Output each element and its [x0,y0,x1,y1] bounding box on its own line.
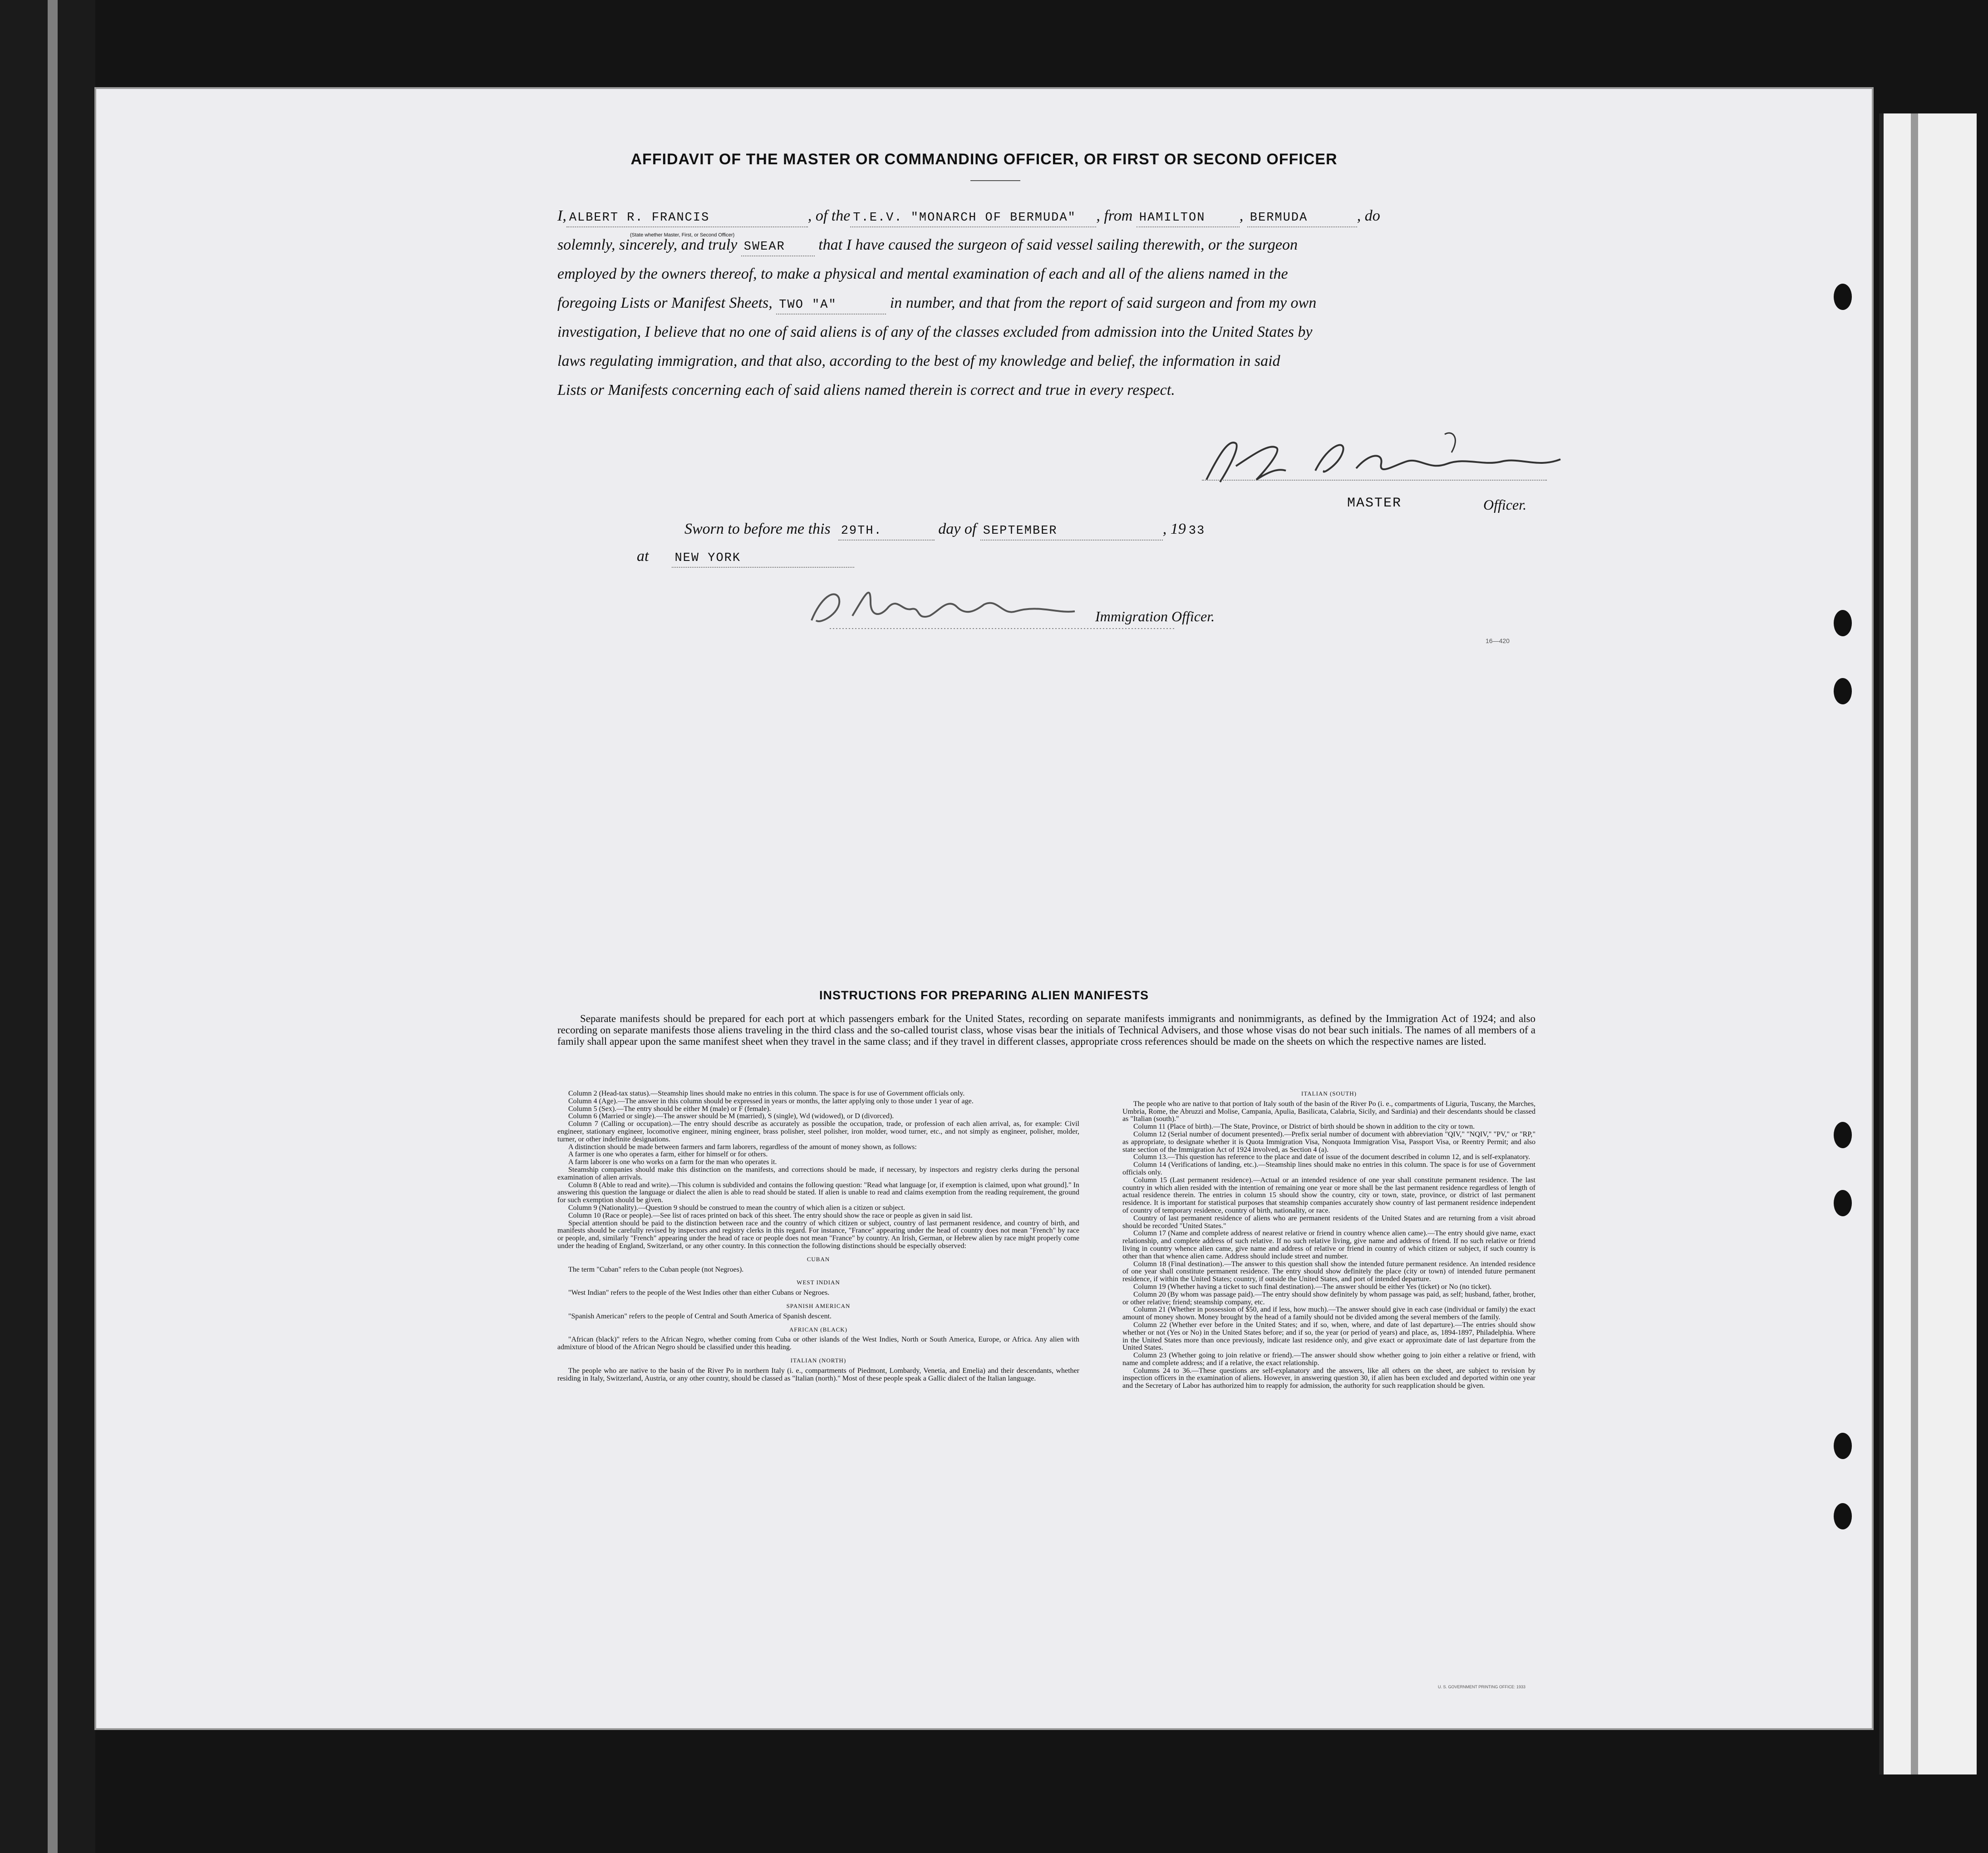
signature-rule [1202,480,1547,482]
port-country-field: BERMUDA [1247,209,1357,227]
rank-hint: (State whether Master, First, or Second Officer) [630,232,735,238]
binder-hole [1834,284,1852,310]
instruction-paragraph: Column 6 (Married or single).—The answer should be M (married), S (single), Wd (widowed), or D (divorced). [568,1112,894,1121]
binder-hole [1834,610,1852,636]
section-heading-italian-north: ITALIAN (NORTH) [790,1357,846,1364]
instruction-paragraph: Column 22 (Whether ever before in the United States; and if so, when, where, and date of last departure).—The entries should show whether or not (Yes or No) in the United States before; and if so, the year (or period of years) and place, as, 1894-1897, Philadelphia. Where in the United States more than once previously, indicate last residence only, and give exact or approximate date of last departure from the United States. [1122,1321,1535,1352]
sheets-count-field: TWO "A" [776,296,886,315]
affidavit-line-7: Lists or Manifests concerning each of said aliens named therein is correct and true in every respect. [557,382,1175,398]
affidavit-body [557,202,1538,405]
section-heading-italian-south: ITALIAN (SOUTH) [1301,1090,1357,1097]
instructions-right-column [1122,1090,1535,1390]
instruction-paragraph: Column 14 (Verifications of landing, etc.).—Steamship lines should make no entries in this column. The space is for use of Government officials only. [1122,1161,1535,1176]
affidavit-line-4: foregoing Lists or Manifest Sheets, TWO "A" in number, and that from the report of said surgeon and from my own [557,289,1538,318]
at-line: at NEW YORK [637,548,854,568]
instruction-paragraph: Column 2 (Head-tax status).—Steamship lines should make no entries in this column. The space is for use of Government officials only. [568,1090,965,1097]
affidavit-title: AFFIDAVIT OF THE MASTER OR COMMANDING OFFICER, OR FIRST OR SECOND OFFICER [630,151,1338,168]
sworn-line: Sworn to before me this 29TH. day of SEPTEMBER , 19 33 [684,521,1214,541]
instructions-left-column [557,1090,1079,1382]
instruction-paragraph: Column 7 (Calling or occupation).—The entry should describe as accurately as possible the occupation, trade, or profession of each alien arrival, as, for example: Civil engineer, stationary engineer, locomotive engineer, mining engineer, brass polisher, steel polisher, iron molder, wood turner, etc., and not simply as engineer, polisher, molder, turner, or other indefinite designations. [557,1120,1079,1143]
affidavit-line-2: solemnly, sincerely, and truly SWEAR that I have caused the surgeon of said vessel sailing therewith, or the surgeon [557,231,1538,260]
film-edge-left [0,0,95,1853]
instruction-paragraph: Column 19 (Whether having a ticket to such final destination).—The answer should be either Yes (ticket) or No (no ticket). [1133,1283,1492,1291]
instruction-paragraph: Steamship companies should make this distinction on the manifests, and corrections should be made, if necessary, by inspectors and registry clerks during the personal examination of alien arrivals. [557,1165,1079,1181]
affidavit-line-6: laws regulating immigration, and that also, according to the best of my knowledge and belief, the information in said [557,353,1280,369]
binder-hole [1834,1433,1852,1459]
binder-hole [1834,1503,1852,1529]
binder-hole [1834,1122,1852,1148]
instruction-paragraph: Columns 24 to 36.—These questions are self-explanatory and the answers, like all others on the sheet, are subject to revision by inspection officers in the examination of aliens. However, in answering question 30, if alien has been excluded and deported within one year and the Secretary of Labor has authorized him to reapply for admission, the authority for such reapplication should be given. [1122,1366,1535,1390]
instruction-paragraph: "Spanish American" refers to the people of Central and South America of Spanish descent. [568,1312,832,1320]
form-number: 16—420 [1486,637,1510,644]
adjacent-page-edge [1879,113,1977,1774]
instruction-paragraph: Column 18 (Final destination).—The answer to this question shall show the intended future permanent residence. An intended residence of one year shall constitute permanent residence. The entry should show definitely the place (city or town) of intended future permanent residence, if within the United States; country, if outside the United States, and port of intended departure. [1122,1260,1535,1283]
instruction-paragraph: Column 8 (Able to read and write).—This column is subdivided and contains the following question: "Read what language [or, if exemption is claimed, upon what ground]." In answering this question the language or dialect the alien is able to read should be stated. If alien is unable to read and claims exemption from the reading requirement, the ground for such exemption should be given. [557,1181,1079,1204]
instruction-paragraph: Column 4 (Age).—The answer in this column should be expressed in years or months, the latter applying only to those under 1 year of age. [568,1097,974,1105]
instruction-paragraph: Column 13.—This question has reference to the place and date of issue of the document described in column 12, and is self-explanatory. [1133,1153,1530,1161]
affidavit-line-3: employed by the owners thereof, to make a physical and mental examination of each and all of the aliens named in the [557,265,1288,282]
instruction-paragraph: "West Indian" refers to the people of the West Indies other than either Cubans or Negroes. [568,1289,830,1297]
instruction-paragraph: Column 21 (Whether in possession of $50, and if less, how much).—The answer should give in each case (individual or family) the exact amount of money shown. Money brought by the head of a family should not be divided among the several members of the family. [1122,1306,1535,1322]
section-heading-african: AFRICAN (BLACK) [789,1326,848,1333]
instruction-paragraph: Country of last permanent residence of aliens who are permanent residents of the United States and are returning from a visit abroad should be recorded "United States." [1122,1214,1535,1230]
oath-field: SWEAR [741,238,815,256]
vessel-name-field: T.E.V. "MONARCH OF BERMUDA" [850,209,1096,227]
month-field: SEPTEMBER [980,522,1163,541]
title-rule [970,180,1020,181]
instruction-paragraph: Column 12 (Serial number of document presented).—Prefix serial number of document with abbreviation "QIV," "NQIV," "PV," or "RP," as appropriate, to designate whether it is Quota Immigration Visa, Nonquota Immigration Visa, Passport Visa, or Reentry Permit; and also state section of the Immigration Act of 1924 involved, as Section 4 (a). [1122,1130,1535,1154]
affidavit-line-1: I, ALBERT R. FRANCIS , of the T.E.V. "MONARCH OF BERMUDA" , from HAMILTON , BERMUDA , do (State whether Master, First, or Second Officer) [557,202,1538,231]
port-city-field: HAMILTON [1137,209,1240,227]
instruction-paragraph: A farm laborer is one who works on a farm for the man who operates it. [568,1158,777,1166]
instruction-paragraph: Column 9 (Nationality).—Question 9 should be construed to mean the country of which alien is a citizen or subject. [568,1204,905,1212]
instruction-paragraph: Column 11 (Place of birth).—The State, Province, or District of birth should be shown in addition to the city or town. [1133,1123,1475,1131]
instruction-paragraph: The people who are native to the basin of the River Po in northern Italy (i. e., compartments of Piedmont, Lombardy, Venetia, and Emelia) and their descendants, whether residing in Italy, Switzerland, Austria, or any other country, should be classed as "Italian (north)." Most of these people speak a Gallic dialect of the Italian language. [557,1366,1079,1382]
instruction-paragraph: Column 20 (By whom was passage paid).—The entry should show definitely by whom passage was paid, as self; husband, father, brother, or other relative; friend; steamship company, etc. [1122,1290,1535,1306]
officer-label: Officer. [1483,496,1527,513]
rank-field: MASTER [1347,496,1402,511]
instruction-paragraph: Column 15 (Last permanent residence).—Actual or an intended residence of one year shall constitute permanent residence. The last country in which alien resided with the intention of remaining one year or more shall be the last permanent residence regardless of length of actual residence therein. The entries in column 15 should show the country, city or town, state, province, or district of last permanent residence. It is important for statistical purposes that steamship companies accurately show country of last permanent residence independent of country of temporary residence, country of birth, nationality, or race. [1122,1176,1535,1214]
section-heading-spanish-american: SPANISH AMERICAN [786,1302,851,1309]
affidavit-line-5: investigation, I believe that no one of said aliens is of any of the classes excluded from admission into the United States by [557,324,1313,340]
instructions-intro: Separate manifests should be prepared for each port at which passengers embark for the United States, recording on separate manifests immigrants and nonimmigrants, as defined by the Immigration Act of 1924; and also recording on separate manifests those aliens traveling in the third class and the so-called tourist class, whose visas bear the initials of Technical Advisers, and those whose visas do not bear such initials. The names of all members of a family shall appear upon the same manifest sheet when they travel in the same class; and if they travel in different classes, appropriate cross references should be made on the sheets on which the respective names are listed. [557,1013,1535,1047]
instruction-paragraph: Column 5 (Sex).—The entry should be either M (male) or F (female). [568,1105,771,1113]
printer-mark: U. S. GOVERNMENT PRINTING OFFICE: 1933 [1438,1685,1525,1689]
place-field: NEW YORK [672,550,854,568]
immigration-officer-label: Immigration Officer. [1095,608,1215,624]
binder-hole [1834,678,1852,704]
adjacent-page-rim [1911,113,1918,1774]
year-field: 33 [1188,524,1206,538]
immigration-officer-signature [802,575,1184,634]
instruction-paragraph: Column 10 (Race or people).—See list of races printed on back of this sheet. The entry should show the race or people as given in said list. [568,1211,973,1219]
master-signature [1193,425,1610,493]
section-heading-west-indian: WEST INDIAN [797,1279,840,1286]
instruction-paragraph: "African (black)" refers to the African Negro, whether coming from Cuba or other islands of the West Indies, North or South America, Europe, or Africa. Any alien with admixture of blood of the African Negro should be classified under this heading. [557,1336,1079,1352]
instructions-title: INSTRUCTIONS FOR PREPARING ALIEN MANIFESTS [819,988,1149,1002]
instruction-paragraph: A distinction should be made between farmers and farm laborers, regardless of the amount of money shown, as follows: [568,1143,917,1151]
day-field: 29TH. [838,522,935,541]
instruction-paragraph: Column 17 (Name and complete address of nearest relative or friend in country whence alien came).—The entry should give name, exact relationship, and complete address of such relative. If no such relative living, give name and address of friend. If no such relative or friend living in country whence alien came, give name and address of relative or friend in country of which citizen or subject, if such country is other than that whence alien came. Address should include street and number. [1122,1229,1535,1260]
master-name-field: ALBERT R. FRANCIS [566,209,808,227]
binder-hole [1834,1190,1852,1216]
section-heading-cuban: CUBAN [807,1255,830,1263]
instruction-paragraph: A farmer is one who operates a farm, either for himself or for others. [568,1150,768,1159]
instruction-paragraph: The people who are native to that portion of Italy south of the basin of the River Po (i. e., compartments of Liguria, Tuscany, the Marches, Umbria, Rome, the Abruzzi and Molise, Campania, Apulia, Basilicata, Calabria, Sicily, and Sardinia) and their descendants should be classed as "Italian (south)." [1122,1100,1535,1123]
instruction-paragraph: The term "Cuban" refers to the Cuban people (not Negroes). [568,1265,744,1273]
instruction-paragraph: Special attention should be paid to the distinction between race and the country of which citizen or subject, country of last permanent residence, and country of birth, and manifests should be carefully revised by inspectors and registry clerks in this regard. For instance, "France" appearing under the head of country does not mean "French" by race or people, and, similarly "French" appearing under the head of race or people does not mean "France" by country. An Irish, German, or Hebrew alien by race might properly come under the heading of England, Switzerland, or any other country. In this connection the following distinctions should be especially observed: [557,1219,1079,1250]
film-edge-highlight [48,0,58,1853]
instruction-paragraph: Column 23 (Whether going to join relative or friend).—The answer should show whether going to join either a relative or friend, with name and complete address; and if a relative, the exact relationship. [1122,1352,1535,1367]
manifest-sheet [94,87,1874,1730]
